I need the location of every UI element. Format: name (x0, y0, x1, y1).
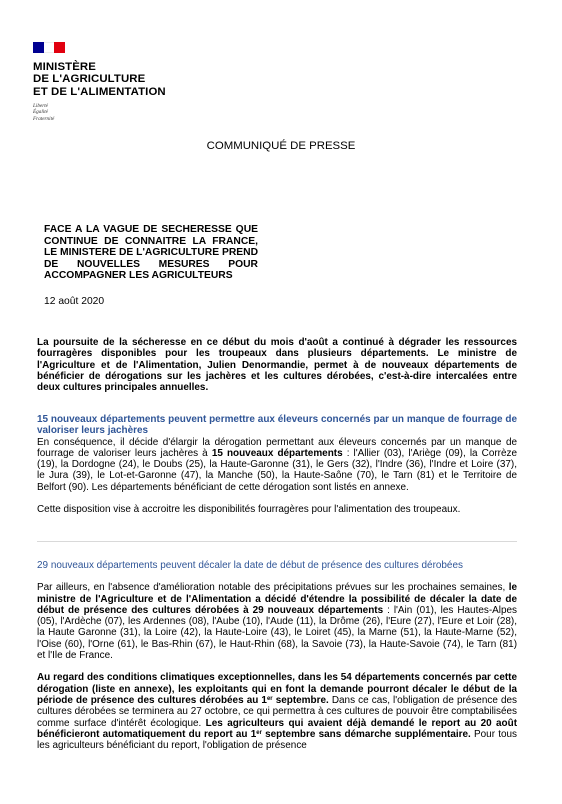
text-run: : l'Ain (01), les Hautes-Alpes (05), l'Ardèche (07), les Ardennes (08), l'Aube (10), l'Aude (11), la Drôme (26), l'Eure (27), l'Eure et Loir (28), la Haute Garonne (31), la Loire (42), la Haute-Loire (43), le Loiret (45), la Marne (51), la Haute-Marne (52), l'Oise (60), l'Orne (61), le Bas-Rhin (67), le Haut-Rhin (68), la Savoie (73), la Haute-Savoie (74), le Tarn (81) et l'Ile de France. (37, 604, 517, 662)
text-run: En conséquence, il décide d'élargir la dérogation permettant aux éleveurs concernés par un manque de fourrage de valoriser leurs jachères à (37, 436, 517, 459)
section-derobees (37, 560, 517, 751)
ministry-line-3: ET DE L'ALIMENTATION (33, 85, 166, 98)
motto-egalite: Égalité (33, 109, 48, 116)
section-jacheres-note: Cette disposition vise à accroitre les disponibilités fourragères pour l'alimentation des troupeaux. (37, 504, 461, 516)
ministry-line-2: DE L'AGRICULTURE (33, 73, 146, 86)
flag-white-band (44, 42, 55, 53)
section-jacheres-heading: 15 nouveaux départements peuvent permettre aux éleveurs concernés par un manque de fourrage de valoriser leurs jachères (37, 414, 517, 437)
ministry-line-1: MINISTÈRE (33, 61, 96, 73)
flag-blue-band (33, 42, 44, 53)
release-date: 12 août 2020 (44, 296, 105, 307)
section-derobees-heading: 29 nouveaux départements peuvent décaler la date de début de présence des cultures dérobées (37, 560, 463, 571)
text-run: Les agriculteurs qui avaient déjà demandé le report au 20 août bénéficieront automatiquement du report au 1 (37, 717, 518, 740)
intro-paragraph (37, 337, 517, 393)
section-jacheres (37, 414, 517, 515)
section-derobees-paragraph-2 (37, 672, 517, 751)
section-derobees-paragraph (37, 582, 517, 661)
text-run: Pour tous les agriculteurs bénéficiant du report, l'obligation de présence (37, 728, 518, 752)
text-run: Au regard des conditions climatiques exceptionnelles, dans les 54 départements concernés par cette dérogation (liste en annexe), les exploitants qui en font la demande pourront décaler le début de la période de présence des cultures dérobées au 1 (37, 672, 517, 706)
intro-text: La poursuite de la sécheresse en ce début du mois d'août a continué à dégrader les ressources fourragères disponibles pour les troupeaux dans plusieurs départements. Le ministre de l'Agriculture et de l'Alimentation, Julien Denormandie, permet à de nouveaux départements de bénéficier de dérogations sur les jachères et les cultures dérobées, c'est-à-dire intercalées entre deux cultures principales annuelles. (37, 337, 517, 394)
superscript: er (256, 729, 262, 736)
bold-run: le ministre de l'Agriculture et de l'Alimentation a décidé d'étendre la possibilité de décaler la date de début de présence des cultures dérobées à 29 nouveaux départements (37, 582, 517, 616)
ministry-name (33, 61, 166, 98)
bold-run: 15 nouveaux départements (211, 447, 343, 459)
flag-icon (33, 42, 65, 53)
text-run: septembre sans démarche supplémentaire. (261, 728, 471, 740)
press-release-label: COMMUNIQUÉ DE PRESSE (206, 140, 356, 152)
flag-red-band (54, 42, 65, 53)
superscript: er (266, 695, 273, 702)
motto-liberte: Liberté (33, 103, 48, 110)
section-jacheres-paragraph (37, 437, 517, 493)
section-divider (37, 541, 517, 542)
text-run: : l'Allier (03), l'Ariège (09), la Corrèze (19), la Dordogne (24), le Doubs (25), la Haute-Garonne (31), le Gers (32), l'Indre (36), l'Indre et Loire (37), le Jura (39), le Lot-et-Garonne (47), la Manche (50), la Haute-Saône (70), le Tarn (81) et le Territoire de Belfort (90). Les départements bénéficiant de cette dérogation sont listés en annexe. (37, 447, 517, 493)
text-run: septembre. (272, 694, 329, 706)
motto (33, 103, 166, 122)
text-run: Par ailleurs, en l'absence d'amélioration notable des précipitations prévues sur les prochaines semaines, (37, 582, 509, 594)
motto-fraternite: Fraternité (33, 115, 55, 122)
headline: FACE A LA VAGUE DE SECHERESSE QUE CONTINUE DE CONNAITRE LA FRANCE, LE MINISTERE DE L'AGRICULTURE PREND DE NOUVELLES MESURES POUR ACCOMPAGNER LES AGRICULTEURS (44, 224, 258, 281)
text-run: Dans ce cas, l'obligation de présence des cultures dérobées se terminera au 27 octobre, ce qui permettra à ces cultures de pouvoir être comptabilisées comme surface d'intérêt écologique. (37, 694, 517, 729)
ministry-logo (33, 42, 166, 122)
